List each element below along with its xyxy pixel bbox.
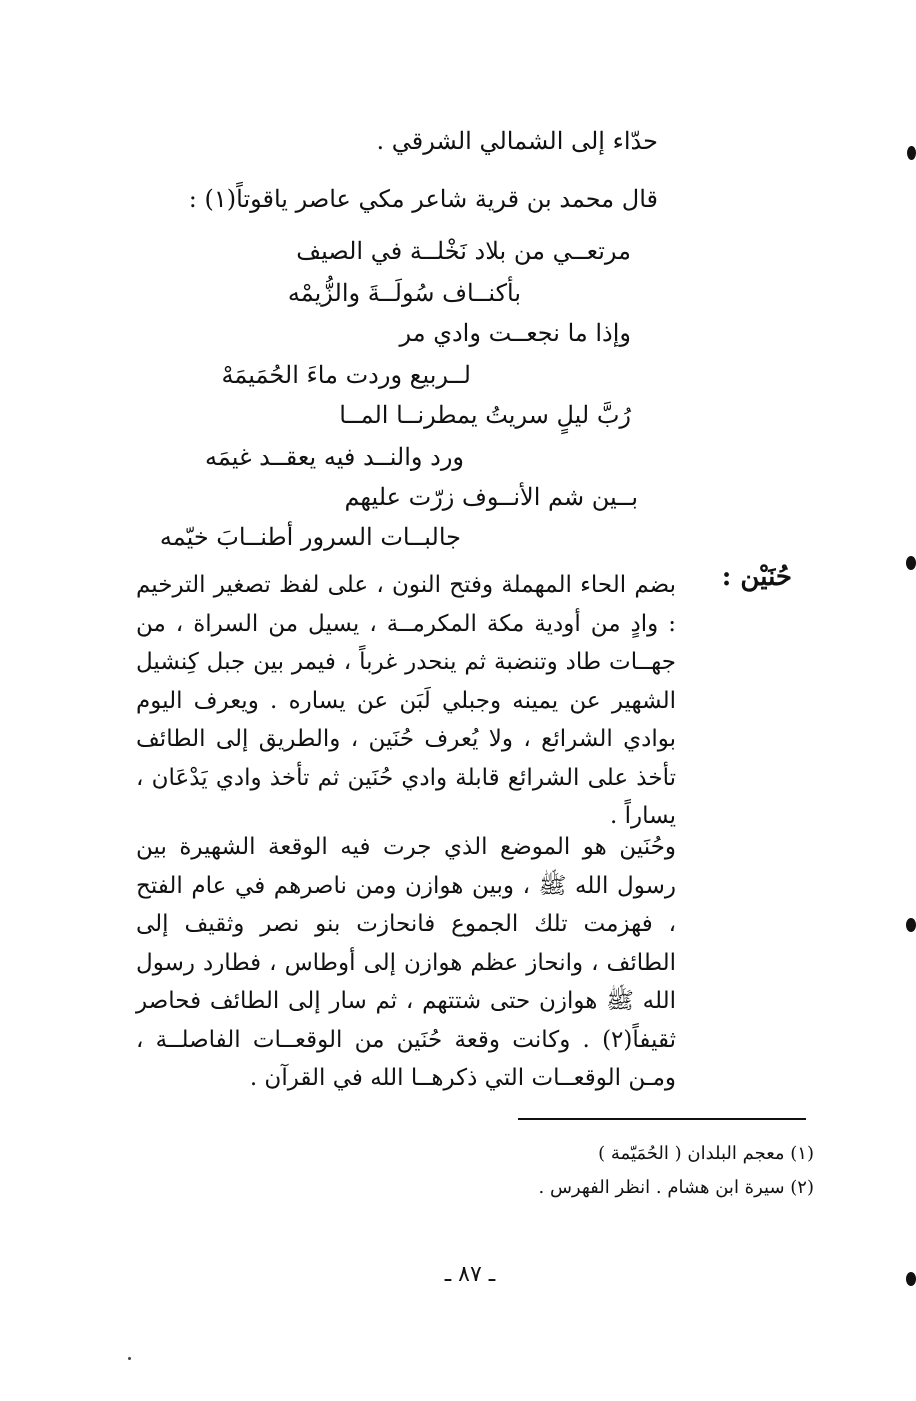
poem-line-6: ورد والنــد فيه يعقــد غيمَه: [204, 443, 464, 471]
scan-speck: [128, 1357, 131, 1360]
scan-edge-mark: [907, 146, 916, 160]
poem-line-1: مرتعــي من بلاد نَخْلــة في الصيف: [296, 237, 631, 265]
footnote-separator: [518, 1118, 806, 1120]
poem-line-7: بــين شم الأنــوف زرّت عليهم: [344, 483, 638, 511]
entry-term: حُنَيْن :: [721, 562, 792, 592]
poem-line-8: جالبــات السرور أطنــابَ خيّمه: [159, 523, 461, 551]
page-number: ـ ٨٧ ـ: [444, 1262, 496, 1287]
scan-edge-mark: [906, 1272, 916, 1286]
poem-line-5: رُبَّ ليلٍ سريتُ يمطرنــا المــا: [339, 401, 631, 429]
intro-line-2: قال محمد بن قرية شاعر مكي عاصر ياقوتاً(١) :: [188, 185, 658, 213]
footnote-2: (٢) سيرة ابن هشام . انظر الفهرس .: [538, 1177, 814, 1198]
entry-paragraph-2: وحُنَين هو الموضع الذي جرت فيه الوقعة الشهيرة بين رسول الله ﷺ ، وبين هوازن ومن ناصرهم في عام الفتح ، فهزمت تلك الجموع فانحازت بنو نصر وثقيف إلى الطائف ، وانحاز عظم هوازن إلى أوطاس ، فطارد رسول الله ﷺ هوازن حتى شتتهم ، ثم سار إلى الطائف فحاصر ثقيفاً(٢) . وكانت وقعة حُنَين من الوقعــات الفاصلــة ، ومـن الوقعــات التي ذكرهــا الله في القرآن .: [136, 834, 676, 1091]
scan-edge-mark: [906, 556, 916, 570]
footnote-1: (١) معجم البلدان ( الحُمَيّمة ): [598, 1143, 814, 1164]
scan-edge-mark: [906, 918, 916, 932]
poem-line-3: وإذا ما نجعــت وادي مر: [399, 319, 631, 347]
intro-line-1: حدّاء إلى الشمالي الشرقي .: [376, 127, 658, 155]
entry-paragraph-1: بضم الحاء المهملة وفتح النون ، على لفظ تصغير الترخيم : وادٍ من أودية مكة المكرمــة ، يسيل من السراة ، من جهــات طاد وتنضبة ثم ينحدر غرباً ، فيمر بين جبل كِنشيل الشهير عن يمينه وجبلي لَبَن عن يساره . ويعرف اليوم بوادي الشرائع ، ولا يُعرف حُنَين ، والطريق إلى الطائف تأخذ على الشرائع قابلة وادي حُنَين ثم تأخذ وادي يَدْعَان ، يساراً .: [136, 572, 676, 829]
poem-line-2: بأكنــاف سُولَــةَ والزُّيمْه: [287, 279, 521, 307]
poem-line-4: لــربيع وردت ماءَ الحُمَيمَهْ: [221, 361, 471, 389]
